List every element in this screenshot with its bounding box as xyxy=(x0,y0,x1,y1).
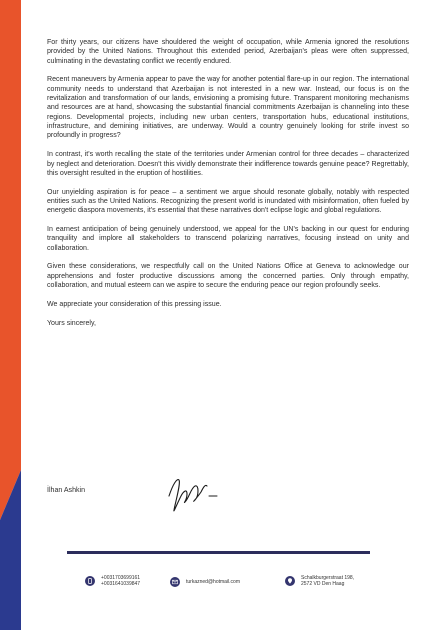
location-pin-icon xyxy=(285,576,295,586)
footer-phone xyxy=(85,575,140,588)
phone-number-1: +0031703699161 xyxy=(101,575,141,581)
paragraph-5: In earnest anticipation of being genuinely understood, we appeal for the UN's backing in our quest for enduring tranquility and implore all stakeholders to transcend polarizing narratives, focusing instead on unity and collaboration. xyxy=(47,226,409,252)
handwritten-signature xyxy=(165,474,225,514)
email-address[interactable]: turkazned@hotmail.com xyxy=(186,578,240,585)
address-line-2: 2572 VD Den Haag xyxy=(301,581,345,588)
paragraph-2: Recent maneuvers by Armenia appear to pave the way for another potential flare-up in our region. The international community needs to understand that Azerbaijan is not interested in a new war. Instead, our focus is on the revitalization and transformation of our lands, envisioning a promising future. Transparent monitoring mechanisms and resources are at hand, showcasing the substantial financial commitments Azerbaijan is channeling into these regions. Developmental projects, including new urban centers, transportation hubs, educational institutions, infrastructure, and demining initiatives, are underway. Would a country genuinely looking for strife invest so profoundly in progress? xyxy=(47,76,409,140)
paragraph-4: Our unyielding aspiration is for peace – a sentiment we argue should resonate globally, notably with respected entities such as the United Nations. Recognizing the present world is inundated with misinformation, often fueled by energetic diaspora movements, it's essential that these narratives don't eclipse logic and global regulations. xyxy=(47,188,409,215)
footer-email xyxy=(170,577,240,587)
phone-icon xyxy=(85,576,95,586)
letter-body xyxy=(47,38,409,337)
appreciation-line: We appreciate your consideration of this pressing issue. xyxy=(47,300,222,308)
signer-name: İlhan Ashkin xyxy=(47,487,86,494)
paragraph-3: In contrast, it's worth recalling the state of the territories under Armenian control for three decades – characterized by neglect and deterioration. Doesn't this vividly demonstrate their indifference towards genuine peace? Regrettably, this oversight resulted in the eruption of hostilities. xyxy=(47,151,409,177)
footer-divider xyxy=(67,551,370,554)
email-icon xyxy=(170,577,180,587)
footer-address xyxy=(285,575,354,588)
phone-number-2: +0031641039847 xyxy=(101,581,141,588)
address-line-1: Schalkburgerstraat 198, xyxy=(301,575,355,581)
closing-line: Yours sincerely, xyxy=(47,319,96,327)
orange-band xyxy=(0,0,21,520)
paragraph-6: Given these considerations, we respectfully call on the United Nations Office at Geneva to acknowledge our apprehensions and foster productive discussions among the concerned parties. Only through empathy, collaboration, and mutual esteem can we aspire to secure the enduring peace our region profoundly seeks. xyxy=(47,263,409,290)
paragraph-1: For thirty years, our citizens have shouldered the weight of occupation, while Armenia ignored the resolutions provided by the United Nations. Throughout this extended period, Azerbaijan's pleas were often suppressed, culminating in the devastating conflict we recently endured. xyxy=(47,39,409,65)
